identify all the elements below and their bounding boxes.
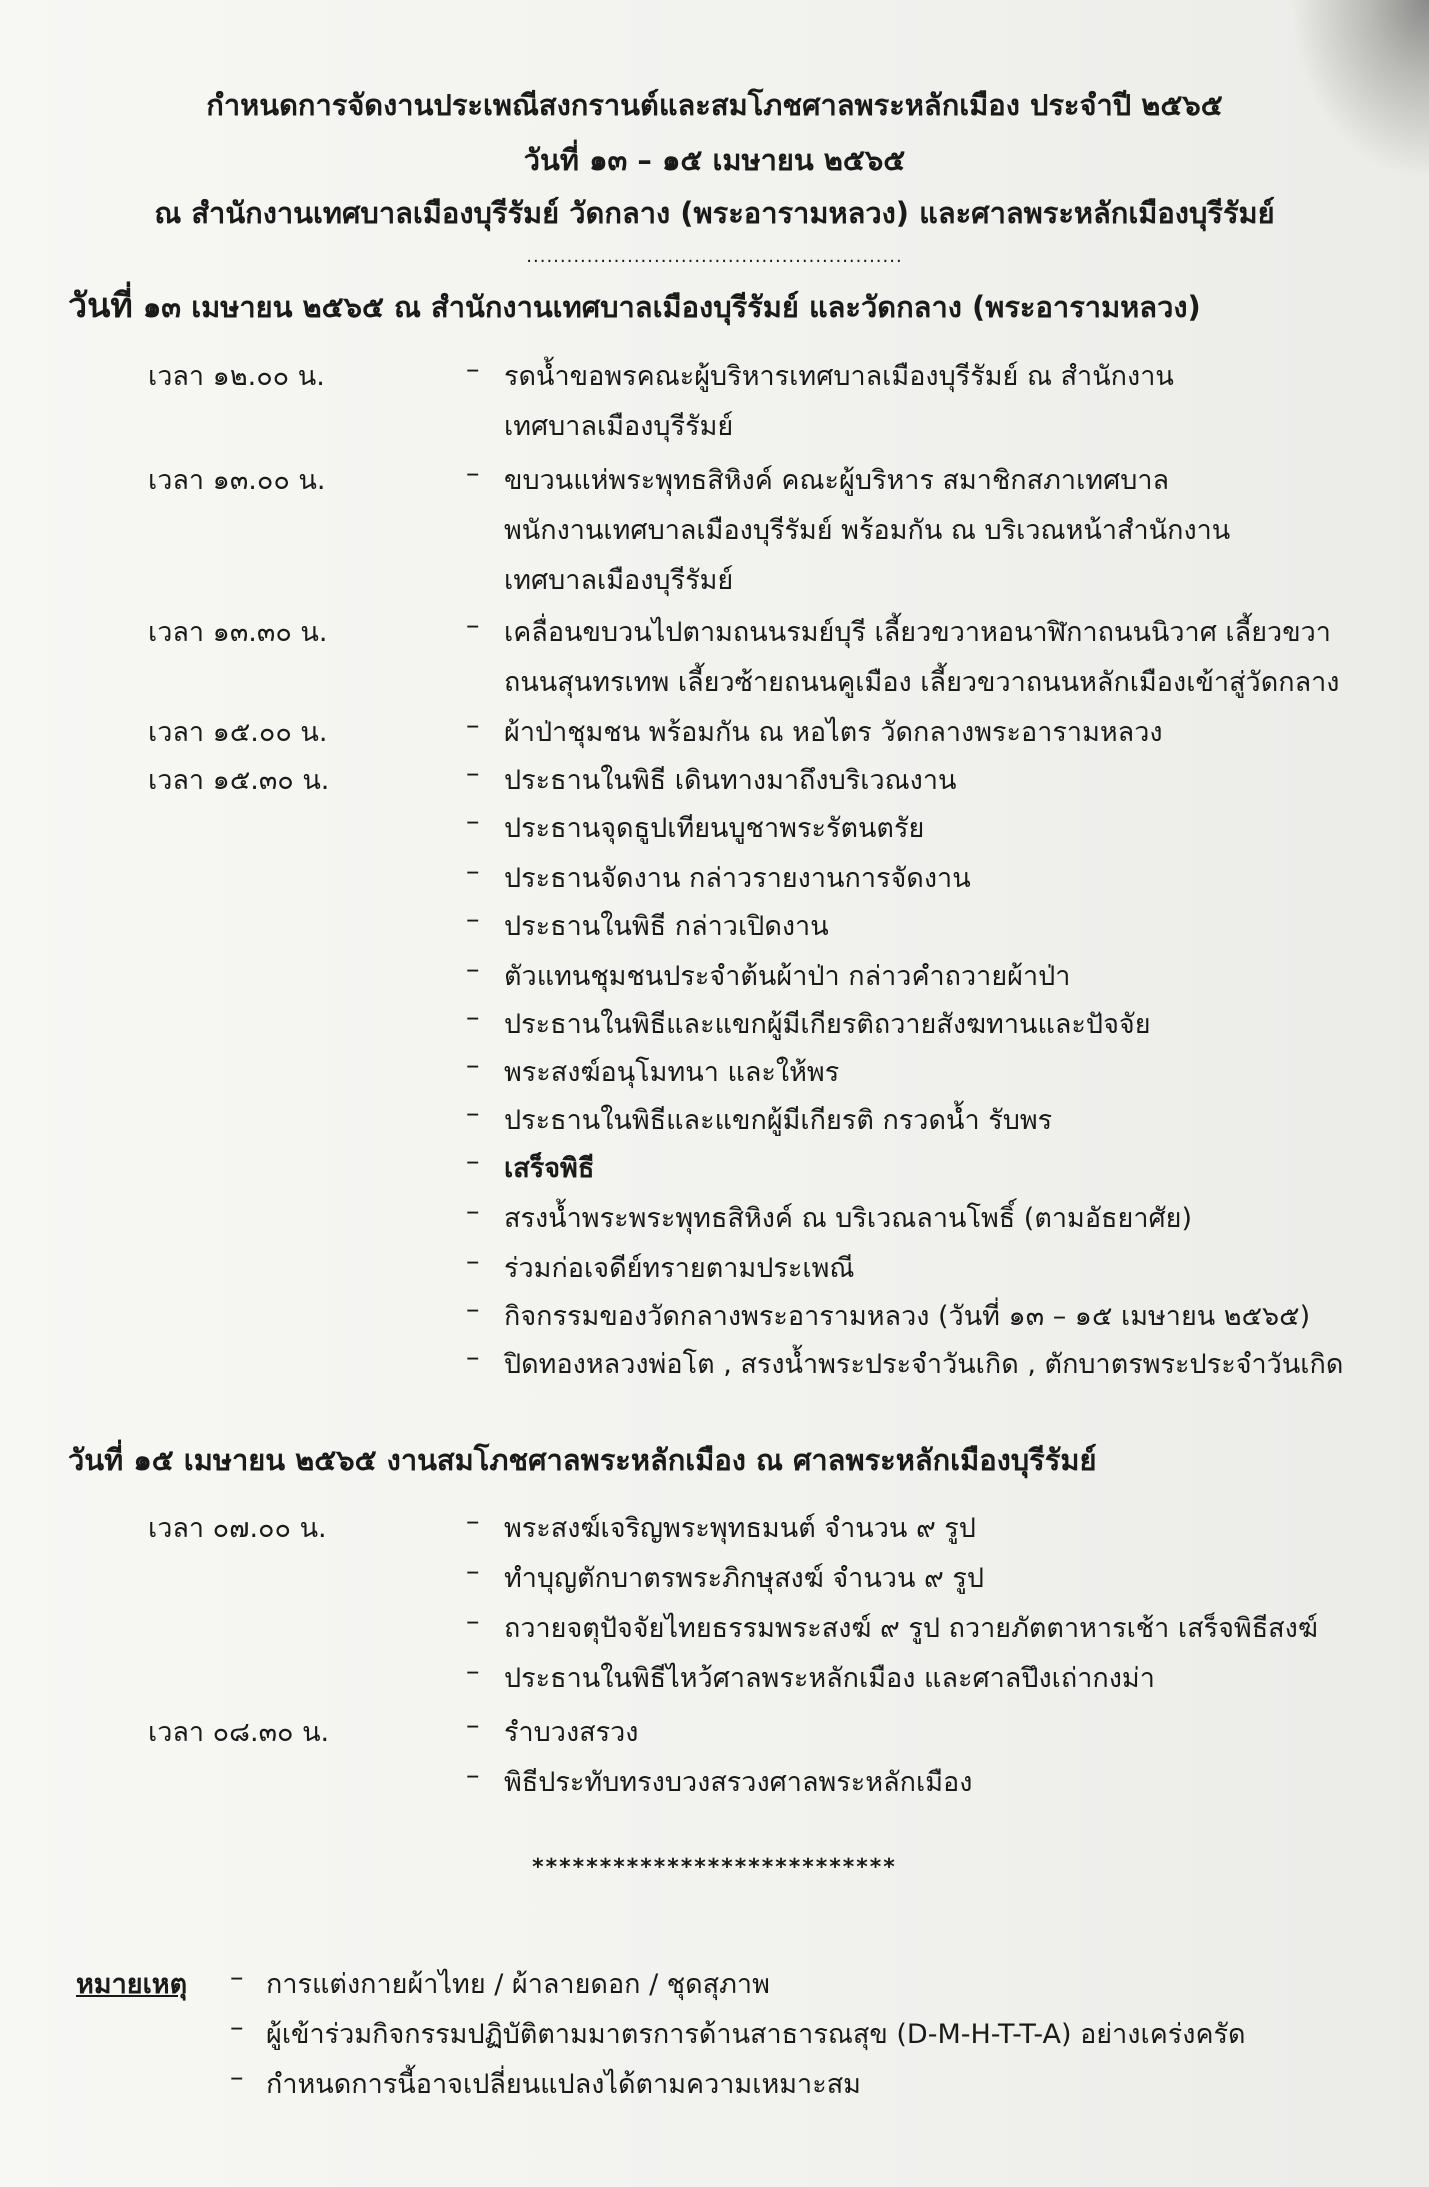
bullet-dash: – [466, 1002, 480, 1033]
schedule-item: ถนนสุนทรเทพ เลี้ยวซ้ายถนนคูเมือง เลี้ยวขวาถนนหลักเมืองเข้าสู่วัดกลาง [504, 667, 1340, 698]
schedule-item: ตัวแทนชุมชนประจำต้นผ้าป่า กล่าวคำถวายผ้าป่า [504, 961, 1071, 992]
schedule-item: รำบวงสรวง [504, 1717, 639, 1748]
schedule-item: ผ้าป่าชุมชน พร้อมกัน ณ หอไตร วัดกลางพระอารามหลวง [504, 717, 1163, 748]
schedule-item: ประธานในพิธีและแขกผู้มีเกียรติถวายสังฆทานและปัจจัย [504, 1009, 1151, 1040]
day1-heading [68, 278, 1201, 332]
bullet-dash: – [466, 758, 480, 789]
schedule-item: พนักงานเทศบาลเมืองบุรีรัมย์ พร้อมกัน ณ บริเวณหน้าสำนักงาน [504, 515, 1231, 546]
note-text: ผู้เข้าร่วมกิจกรรมปฏิบัติตามมาตรการด้านสาธารณสุข (D-M-H-T-T-A) อย่างเคร่งครัด [266, 2019, 1246, 2050]
schedule-time: เวลา ๑๒.๐๐ น. [148, 361, 325, 392]
schedule-item: เทศบาลเมืองบุรีรัมย์ [504, 565, 734, 596]
day2-label: วันที่ [68, 1443, 124, 1477]
schedule-item: เคลื่อนขบวนไปตามถนนรมย์บุรี เลี้ยวขวาหอนาฬิกาถนนนิวาศ เลี้ยวขวา [504, 617, 1331, 648]
bullet-dash: – [466, 1050, 480, 1081]
day1-heading-text: ๑๓ เมษายน ๒๕๖๕ ณ สำนักงานเทศบาลเมืองบุรีรัมย์ และวัดกลาง (พระอารามหลวง) [142, 290, 1201, 324]
bullet-dash: – [466, 458, 480, 489]
bullet-dash: – [466, 354, 480, 385]
schedule-item: ประธานจัดงาน กล่าวรายงานการจัดงาน [504, 863, 971, 894]
schedule-item: ประธานจุดธูปเทียนบูชาพระรัตนตรัย [504, 813, 925, 844]
bullet-dash: – [466, 1146, 480, 1177]
bullet-dash: – [466, 1294, 480, 1325]
bullet-dash: – [466, 1246, 480, 1277]
note-text: การแต่งกายผ้าไทย / ผ้าลายดอก / ชุดสุภาพ [266, 1969, 770, 2000]
schedule-item: ประธานในพิธี เดินทางมาถึงบริเวณงาน [504, 765, 957, 796]
bullet-dash: – [466, 1098, 480, 1129]
schedule-item: ประธานในพิธี กล่าวเปิดงาน [504, 911, 829, 942]
bullet-dash: – [230, 2012, 244, 2043]
day2-heading-text: ๑๕ เมษายน ๒๕๖๕ งานสมโภชศาลพระหลักเมือง ณ ศาลพระหลักเมืองบุรีรัมย์ [133, 1443, 1097, 1477]
schedule-item: ร่วมก่อเจดีย์ทรายตามประเพณี [504, 1253, 855, 1284]
bullet-dash: – [466, 904, 480, 935]
schedule-item: พิธีประทับทรงบวงสรวงศาลพระหลักเมือง [504, 1767, 973, 1798]
bullet-dash: – [466, 1556, 480, 1587]
bullet-dash: – [466, 1606, 480, 1637]
dotted-divider: ........................................................ [526, 246, 903, 267]
bullet-dash: – [466, 1760, 480, 1791]
schedule-item: ประธานในพิธีไหว้ศาลพระหลักเมือง และศาลปึงเถ่ากงม่า [504, 1663, 1155, 1694]
bullet-dash: – [230, 1962, 244, 1993]
notes-label: หมายเหตุ [76, 1969, 188, 2000]
schedule-time: เวลา ๑๓.๓๐ น. [148, 617, 328, 648]
bullet-dash: – [466, 710, 480, 741]
schedule-item: พระสงฆ์เจริญพระพุทธมนต์ จำนวน ๙ รูป [504, 1513, 976, 1544]
schedule-time: เวลา ๑๓.๐๐ น. [148, 465, 326, 496]
schedule-item: ขบวนแห่พระพุทธสิหิงค์ คณะผู้บริหาร สมาชิกสภาเทศบาล [504, 465, 1170, 496]
bullet-dash: – [230, 2062, 244, 2093]
schedule-item: ถวายจตุปัจจัยไทยธรรมพระสงฆ์ ๙ รูป ถวายภัตตาหารเช้า เสร็จพิธีสงฆ์ [504, 1613, 1318, 1644]
schedule-item: รดน้ำขอพรคณะผู้บริหารเทศบาลเมืองบุรีรัมย์ ณ สำนักงาน [504, 361, 1174, 392]
bullet-dash: – [466, 1506, 480, 1537]
schedule-item: พระสงฆ์อนุโมทนา และให้พร [504, 1057, 840, 1088]
bullet-dash: – [466, 1710, 480, 1741]
asterisk-separator: *************************** [532, 1855, 897, 1880]
schedule-time: เวลา ๑๕.๓๐ น. [148, 765, 330, 796]
schedule-time: เวลา ๐๘.๓๐ น. [148, 1717, 330, 1748]
document-date-range: วันที่ ๑๓ – ๑๕ เมษายน ๒๕๖๕ [523, 143, 906, 177]
note-text: กำหนดการนี้อาจเปลี่ยนแปลงได้ตามความเหมาะสม [266, 2069, 861, 2100]
bullet-dash: – [466, 1342, 480, 1373]
bullet-dash: – [466, 856, 480, 887]
schedule-item: ปิดทองหลวงพ่อโต , สรงน้ำพระประจำวันเกิด , ตักบาตรพระประจำวันเกิด [504, 1349, 1344, 1380]
document-venue: ณ สำนักงานเทศบาลเมืองบุรีรัมย์ วัดกลาง (พระอารามหลวง) และศาลพระหลักเมืองบุรีรัมย์ [154, 196, 1275, 230]
schedule-item: ทำบุญตักบาตรพระภิกษุสงฆ์ จำนวน ๙ รูป [504, 1563, 984, 1594]
bullet-dash: – [466, 610, 480, 641]
schedule-time: เวลา ๐๗.๐๐ น. [148, 1513, 327, 1544]
schedule-item: เสร็จพิธี [504, 1153, 595, 1184]
schedule-item: สรงน้ำพระพระพุทธสิหิงค์ ณ บริเวณลานโพธิ์ (ตามอัธยาศัย) [504, 1203, 1192, 1234]
day2-heading [68, 1437, 1096, 1483]
bullet-dash: – [466, 954, 480, 985]
document-title: กำหนดการจัดงานประเพณีสงกรานต์และสมโภชศาลพระหลักเมือง ประจำปี ๒๕๖๕ [206, 88, 1223, 122]
bullet-dash: – [466, 1656, 480, 1687]
bullet-dash: – [466, 806, 480, 837]
schedule-item: เทศบาลเมืองบุรีรัมย์ [504, 411, 734, 442]
schedule-time: เวลา ๑๕.๐๐ น. [148, 717, 328, 748]
day1-label: วันที่ [68, 286, 133, 326]
schedule-item: กิจกรรมของวัดกลางพระอารามหลวง (วันที่ ๑๓ – ๑๕ เมษายน ๒๕๖๕) [504, 1301, 1311, 1332]
bullet-dash: – [466, 1196, 480, 1227]
schedule-item: ประธานในพิธีและแขกผู้มีเกียรติ กรวดน้ำ รับพร [504, 1105, 1053, 1136]
